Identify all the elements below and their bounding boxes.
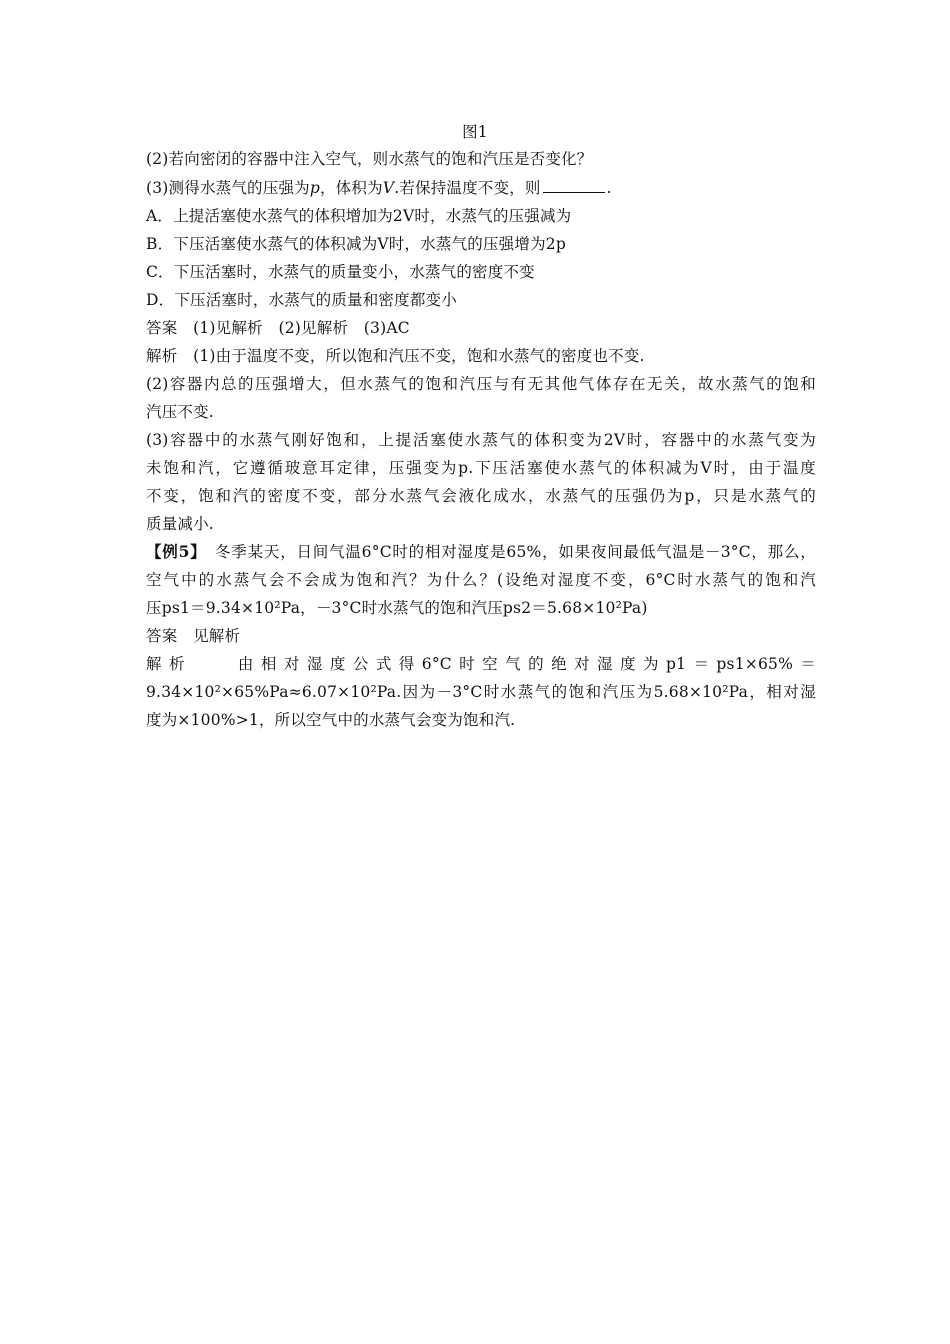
example-5-line-2: 空气中的水蒸气会不会成为饱和汽？为什么？(设绝对湿度不变，6°C时水蒸气的饱和汽	[146, 571, 816, 589]
analysis-1-line-7: 质量减小.	[146, 515, 214, 533]
answer-1: 答案 (1)见解析 (2)见解析 (3)AC	[146, 319, 410, 337]
analysis-2-line-2: 9.34×10²×65%Pa≈6.07×10²Pa.因为－3°C时水蒸气的饱和汽压为5.68×10²Pa，相对湿	[146, 683, 816, 701]
answer-blank	[543, 178, 605, 193]
example-5-text-1: 冬季某天，日间气温6°C时的相对湿度是65%，如果夜间最低气温是－3°C，那么，	[198, 543, 816, 561]
analysis-1-line-5: 未饱和汽，它遵循玻意耳定律，压强变为p.下压活塞使水蒸气的体积减为V时，由于温度	[146, 459, 816, 477]
example-5-line-1	[146, 542, 816, 562]
analysis-1-line-3: 汽压不变.	[146, 403, 214, 421]
question-3-text-2: ，体积为	[319, 179, 383, 197]
question-3-end: .	[606, 179, 612, 197]
answer-2: 答案 见解析	[146, 627, 241, 645]
figure-caption: 图1	[462, 123, 488, 141]
option-c: C．下压活塞时，水蒸气的质量变小，水蒸气的密度不变	[146, 263, 535, 281]
option-d: D．下压活塞时，水蒸气的质量和密度都变小	[146, 291, 457, 309]
variable-v: V	[382, 179, 395, 197]
option-b: B．下压活塞使水蒸气的体积减为V时，水蒸气的压强增为2p	[146, 235, 566, 253]
analysis-2-line-3: 度为×100%>1，所以空气中的水蒸气会变为饱和汽.	[146, 711, 516, 729]
analysis-1-line-6: 不变，饱和汽的密度不变，部分水蒸气会液化成水，水蒸气的压强仍为p，只是水蒸气的	[146, 487, 816, 505]
option-a: A．上提活塞使水蒸气的体积增加为2V时，水蒸气的压强减为	[146, 207, 572, 225]
analysis-1-line-2: (2)容器内总的压强增大，但水蒸气的饱和汽压与有无其他气体存在无关，故水蒸气的饱和	[146, 375, 816, 393]
question-3	[146, 178, 816, 198]
example-5-line-3: 压ps1＝9.34×10²Pa，－3°C时水蒸气的饱和汽压ps2＝5.68×10²Pa)	[146, 599, 648, 617]
variable-p: p	[309, 179, 320, 197]
analysis-2-line-1: 解析 由相对湿度公式得6°C时空气的绝对湿度为p1＝ps1×65%＝	[146, 655, 816, 673]
question-2: (2)若向密闭的容器中注入空气，则水蒸气的饱和汽压是否变化？	[146, 150, 593, 168]
question-3-text-1: (3)测得水蒸气的压强为	[146, 179, 310, 197]
analysis-1-line-4: (3)容器中的水蒸气刚好饱和，上提活塞使水蒸气的体积变为2V时，容器中的水蒸气变为	[146, 431, 816, 449]
analysis-1-line-1: 解析 (1)由于温度不变，所以饱和汽压不变，饱和水蒸气的密度也不变.	[146, 347, 645, 365]
example-5-label: 【例5】	[146, 542, 199, 561]
question-3-text-3: .若保持温度不变，则	[394, 179, 541, 197]
